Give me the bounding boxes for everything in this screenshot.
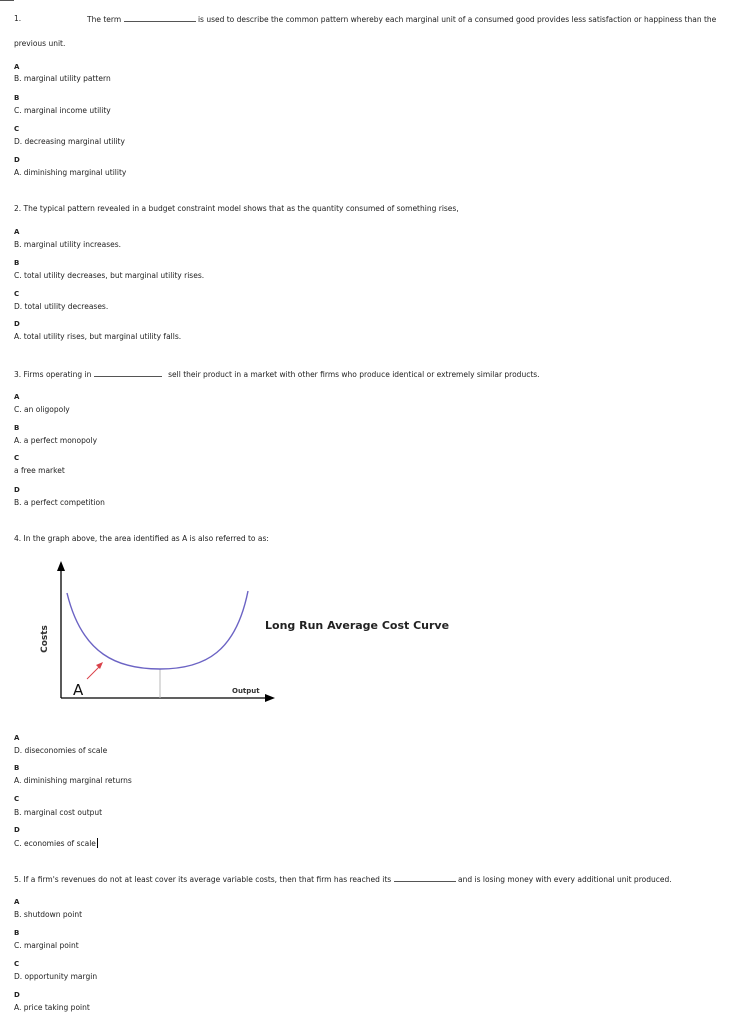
q1-option-d-letter: D xyxy=(14,156,20,164)
question-4-stem: 4. In the graph above, the area identified as A is also referred to as: xyxy=(14,534,269,543)
q3-option-c[interactable]: a free market xyxy=(14,466,65,475)
q2-option-d[interactable]: A. total utility rises, but marginal utility falls. xyxy=(14,332,182,341)
q4-option-b[interactable]: A. diminishing marginal returns xyxy=(14,776,132,785)
q4-option-c-letter: C xyxy=(14,795,20,803)
q4-option-c[interactable]: B. marginal cost output xyxy=(14,808,103,817)
area-arrowhead xyxy=(96,662,103,669)
q1-option-b[interactable]: C. marginal income utility xyxy=(14,106,111,115)
q2-option-c-letter: C xyxy=(14,290,20,298)
curve-label: Long Run Average Cost Curve xyxy=(265,619,450,632)
q1-option-a-letter: A xyxy=(14,63,20,71)
lrac-curve xyxy=(67,591,248,669)
question-1-stem-before: The term xyxy=(87,15,122,24)
top-rule xyxy=(0,0,14,1)
area-a-label: A xyxy=(73,681,84,699)
q3-option-a-letter: A xyxy=(14,393,20,401)
question-5-stem-before: 5. If a firm's revenues do not at least cover its average variable costs, then that firm has reached its xyxy=(14,875,392,884)
q4-option-a[interactable]: D. diseconomies of scale xyxy=(14,746,108,755)
q2-option-b-letter: B xyxy=(14,259,20,267)
q4-option-a-letter: A xyxy=(14,734,20,742)
question-5-stem-after: and is losing money with every additional unit produced. xyxy=(458,875,672,884)
y-axis-arrowhead xyxy=(57,561,65,571)
question-3-stem xyxy=(14,369,540,379)
x-axis-arrowhead xyxy=(265,694,275,702)
q5-option-c[interactable]: D. opportunity margin xyxy=(14,972,98,981)
q5-option-a[interactable]: B. shutdown point xyxy=(14,910,83,919)
question-1-blank[interactable] xyxy=(124,14,196,22)
q2-option-d-letter: D xyxy=(14,320,20,328)
q2-option-c[interactable]: D. total utility decreases. xyxy=(14,302,109,311)
q5-option-d[interactable]: A. price taking point xyxy=(14,1003,90,1012)
q2-option-b[interactable]: C. total utility decreases, but marginal utility rises. xyxy=(14,271,205,280)
q3-option-a[interactable]: C. an oligopoly xyxy=(14,405,70,414)
q1-option-b-letter: B xyxy=(14,94,20,102)
question-5-blank[interactable] xyxy=(394,874,456,882)
q2-option-a-letter: A xyxy=(14,228,20,236)
q3-option-d[interactable]: B. a perfect competition xyxy=(14,498,105,507)
q5-option-a-letter: A xyxy=(14,898,20,906)
q3-option-c-letter: C xyxy=(14,454,20,462)
q4-option-d-text: C. economies of scale xyxy=(14,839,96,848)
q3-option-d-letter: D xyxy=(14,486,20,494)
x-axis-label: Output xyxy=(232,687,260,695)
q3-option-b[interactable]: A. a perfect monopoly xyxy=(14,436,98,445)
q5-option-d-letter: D xyxy=(14,991,20,999)
question-2-stem: 2. The typical pattern revealed in a budget constraint model shows that as the quantity consumed of something rises, xyxy=(14,204,459,213)
q1-option-c-letter: C xyxy=(14,125,20,133)
q3-option-b-letter: B xyxy=(14,424,20,432)
text-cursor xyxy=(97,838,98,848)
q5-option-c-letter: C xyxy=(14,960,20,968)
question-1-stem-cont: previous unit. xyxy=(14,39,66,48)
q4-option-d[interactable] xyxy=(14,838,98,848)
q5-option-b[interactable]: C. marginal point xyxy=(14,941,79,950)
y-axis-label: Costs xyxy=(40,625,50,653)
question-1-stem-after: is used to describe the common pattern whereby each marginal unit of a consumed good provides less satisfaction or happiness than the xyxy=(197,15,717,24)
q1-option-c[interactable]: D. decreasing marginal utility xyxy=(14,137,125,146)
q1-option-a[interactable]: B. marginal utility pattern xyxy=(14,74,111,83)
q1-option-d[interactable]: A. diminishing marginal utility xyxy=(14,168,127,177)
question-5-stem xyxy=(14,874,672,884)
q4-option-d-letter: D xyxy=(14,826,20,834)
question-3-stem-after: sell their product in a market with other firms who produce identical or extremely similar products. xyxy=(168,370,540,379)
question-3-stem-before: 3. Firms operating in xyxy=(14,370,92,379)
lrac-graph xyxy=(30,555,450,715)
question-1-number: 1. xyxy=(14,14,22,23)
question-3-blank[interactable] xyxy=(94,369,162,377)
q2-option-a[interactable]: B. marginal utility increases. xyxy=(14,240,122,249)
q5-option-b-letter: B xyxy=(14,929,20,937)
q4-option-b-letter: B xyxy=(14,764,20,772)
question-1-stem xyxy=(87,14,716,24)
